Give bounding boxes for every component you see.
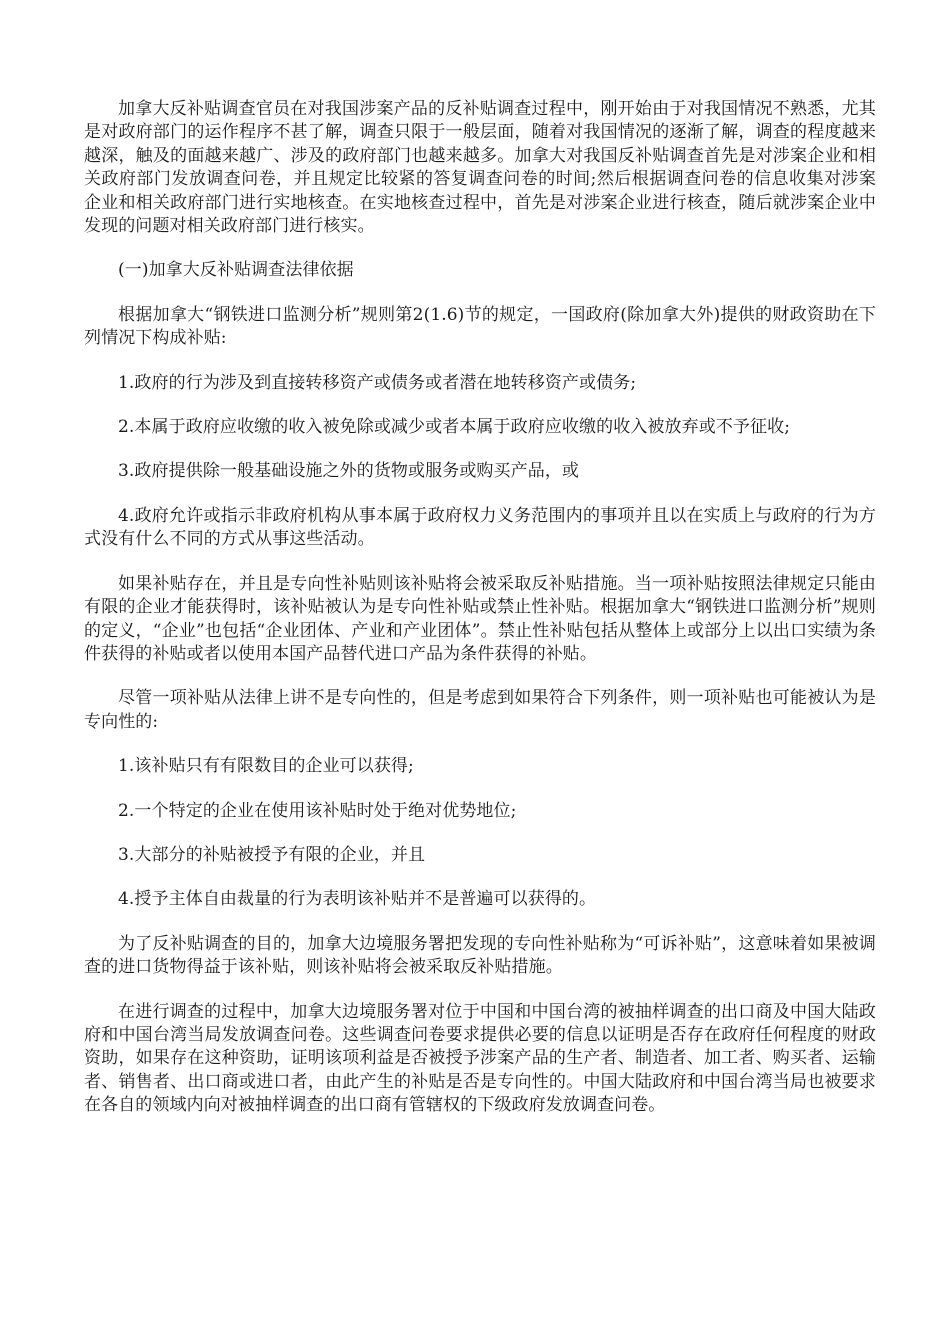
- paragraph-questionnaires: 在进行调查的过程中，加拿大边境服务署对位于中国和中国台湾的被抽样调查的出口商及中国大陆政府和中国台湾当局发放调查问卷。这些调查问卷要求提供必要的信息以证明是否存在政府任何程度的财政资助，如果存在这种资助，证明该项利益是否被授予涉案产品的生产者、制造者、加工者、购买者、运输者、销售者、出口商或进口者，由此产生的补贴是否是专向性的。中国大陆政府和中国台湾当局也被要求在各自的领域内向对被抽样调查的出口商有管辖权的下级政府发放调查问卷。: [84, 1001, 876, 1116]
- list-item: 2.一个特定的企业在使用该补贴时处于绝对优势地位;: [118, 800, 517, 821]
- list-item: 3.大部分的补贴被授予有限的企业，并且: [118, 844, 426, 865]
- list-item: 1.该补贴只有有限数目的企业可以获得;: [118, 756, 414, 777]
- list-item: 2.本属于政府应收缴的收入被免除或减少或者本属于政府应收缴的收入被放弃或不予征收;: [118, 417, 791, 438]
- list-item: 4.授予主体自由裁量的行为表明该补贴并不是普遍可以获得的。: [118, 889, 597, 910]
- list-item: 1.政府的行为涉及到直接转移资产或债务或者潜在地转移资产或债务;: [118, 372, 637, 393]
- paragraph-actionable-subsidy: 为了反补贴调查的目的，加拿大边境服务署把发现的专向性补贴称为“可诉补贴”，这意味着如果被调查的进口货物得益于该补贴，则该补贴将会被采取反补贴措施。: [84, 933, 876, 978]
- section-heading: (一)加拿大反补贴调查法律依据: [118, 260, 354, 281]
- document-body: [84, 98, 876, 1139]
- paragraph-specificity: 如果补贴存在，并且是专向性补贴则该补贴将会被采取反补贴措施。当一项补贴按照法律规定只能由有限的企业才能获得时，该补贴被认为是专向性补贴或禁止性补贴。根据加拿大“钢铁进口监测分析”规则的定义，“企业”也包括“企业团体、产业和产业团体”。禁止性补贴包括从整体上或部分上以出口实绩为条件获得的补贴或者以使用本国产品替代进口产品为条件获得的补贴。: [84, 573, 876, 664]
- list-item: 3.政府提供除一般基础设施之外的货物或服务或购买产品，或: [118, 461, 580, 482]
- paragraph-intro: 加拿大反补贴调查官员在对我国涉案产品的反补贴调查过程中，刚开始由于对我国情况不熟悉，尤其是对政府部门的运作程序不甚了解，调查只限于一般层面，随着对我国情况的逐渐了解，调查的程度越来越深，触及的面越来越广、涉及的政府部门也越来越多。加拿大对我国反补贴调查首先是对涉案企业和相关政府部门发放调查问卷，并且规定比较紧的答复调查问卷的时间;然后根据调查问卷的信息收集对涉案企业和相关政府部门进行实地核查。在实地核查过程中，首先是对涉案企业进行核查，随后就涉案企业中发现的问题对相关政府部门进行核实。: [84, 99, 876, 237]
- list-item: 4.政府允许或指示非政府机构从事本属于政府权力义务范围内的事项并且以在实质上与政府的行为方式没有什么不同的方式从事这些活动。: [84, 505, 876, 550]
- paragraph-legal-basis: 根据加拿大“钢铁进口监测分析”规则第2(1.6)节的规定，一国政府(除加拿大外)提供的财政资助在下列情况下构成补贴:: [84, 304, 876, 349]
- paragraph-de-facto: 尽管一项补贴从法律上讲不是专向性的，但是考虑到如果符合下列条件，则一项补贴也可能被认为是专向性的:: [84, 688, 876, 732]
